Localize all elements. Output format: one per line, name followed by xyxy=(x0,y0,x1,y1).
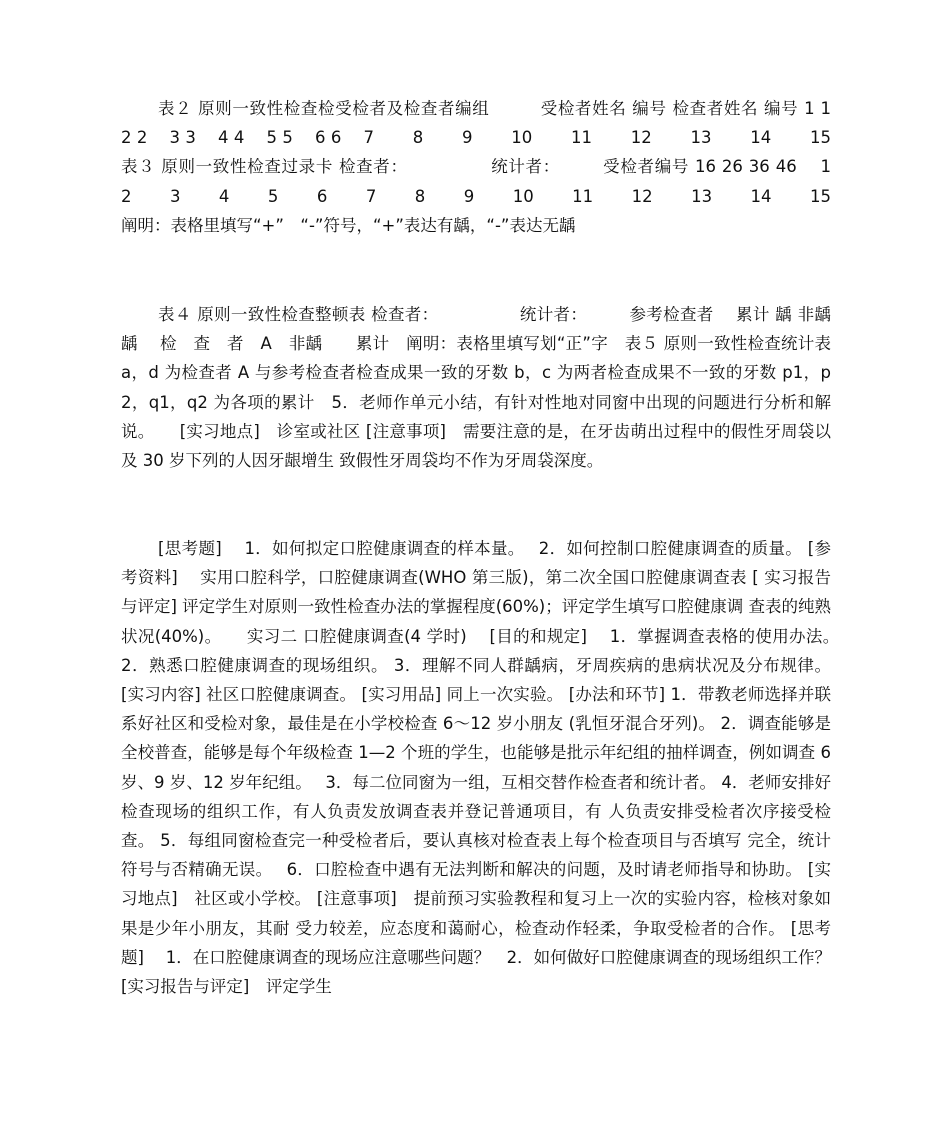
paragraph-practice-two: [思考题] 1．如何拟定口腔健康调查的样本量。 2．如何控制口腔健康调查的质量。 [参考资料] 实用口腔科学，口腔健康调查(WHO 第三版)，第二次全国口腔健康调查表 [ 实习报告与评定] 评定学生对原则一致性检查办法的掌握程度(60%)；评定学生填写口腔健康调 查表的纯熟状况(40%)。 实习二 口腔健康调查(4 学时) [目的和规定] 1．掌握调查表格的使用办法。 2．熟悉口腔健康调查的现场组织。 3．理解不同人群龋病，牙周疾病的患病状况及分布规律。 [实习内容] 社区口腔健康调查。 [实习用品] 同上一次实验。 [办法和环节] 1．带教老师选择并联系好社区和受检对象，最佳是在小学校检查 6～12 岁小朋友 (乳恒牙混合牙列)。 2．调查能够是全校普查，能够是每个年级检查 1—2 个班的学生，也能够是批示年纪组的抽样调查，例如调查 6 岁、9 岁、12 岁年纪组。 3．每二位同窗为一组，互相交替作检查者和统计者。 4．老师安排好检查现场的组织工作，有人负责发放调查表并登记普通项目，有 人负责安排受检者次序接受检查。 5．每组同窗检查完一种受检者后，要认真核对检查表上每个检查项目与否填写 完全，统计符号与否精确无误。 6．口腔检查中遇有无法判断和解决的问题，及时请老师指导和协助。 [实习地点] 社区或小学校。 [注意事项] 提前预习实验教程和复习上一次的实验内容，检核对象如果是少年小朋友，其耐 受力较差，应态度和蔼耐心，检查动作轻柔，争取受检者的合作。 [思考题] 1．在口腔健康调查的现场应注意哪些问题？ 2．如何做好口腔健康调查的现场组织工作？ [实习报告与评定] 评定学生 xyxy=(121,539,853,997)
paragraph-table-4-5: 表４ 原则一致性检查整顿表 检查者： 统计者： 参考检查者 累计 龋 非龋 龋 检 查 者 A 非龋 累计 阐明：表格里填写划“正”字 表５ 原则一致性检查统计表 a，d 为检查者 A 与参考检查者检查成果一致的牙数 b，c 为两者检查成果不一致的牙数 p1，p2，q1，q2 为各项的累计 5．老师作单元小结，有针对性地对同窗中出现的问题进行分析和解说。 [实习地点] 诊室或社区 [注意事项] 需要注意的是，在牙齿萌出过程中的假性牙周袋以及 30 岁下列的人因牙龈增生 致假性牙周袋均不作为牙周袋深度。 xyxy=(121,305,919,471)
paragraph-table-2-3: 表２ 原则一致性检查检受检者及检查者编组 受检者姓名 编号 检查者姓名 编号 1 1 2 2 3 3 4 4 5 5 6 6 7 8 9 10 11 12 13 14 15 表３ 原则一致性检查过录卡 检查者： 统计者： 受检者编号 16 26 36 46 1 2 3 4 5 6 7 8 9 10 11 12 13 14 15 阐明：表格里填写“+” “-”符号，“+”表达有龋，“-”表达无龋 xyxy=(121,99,870,235)
